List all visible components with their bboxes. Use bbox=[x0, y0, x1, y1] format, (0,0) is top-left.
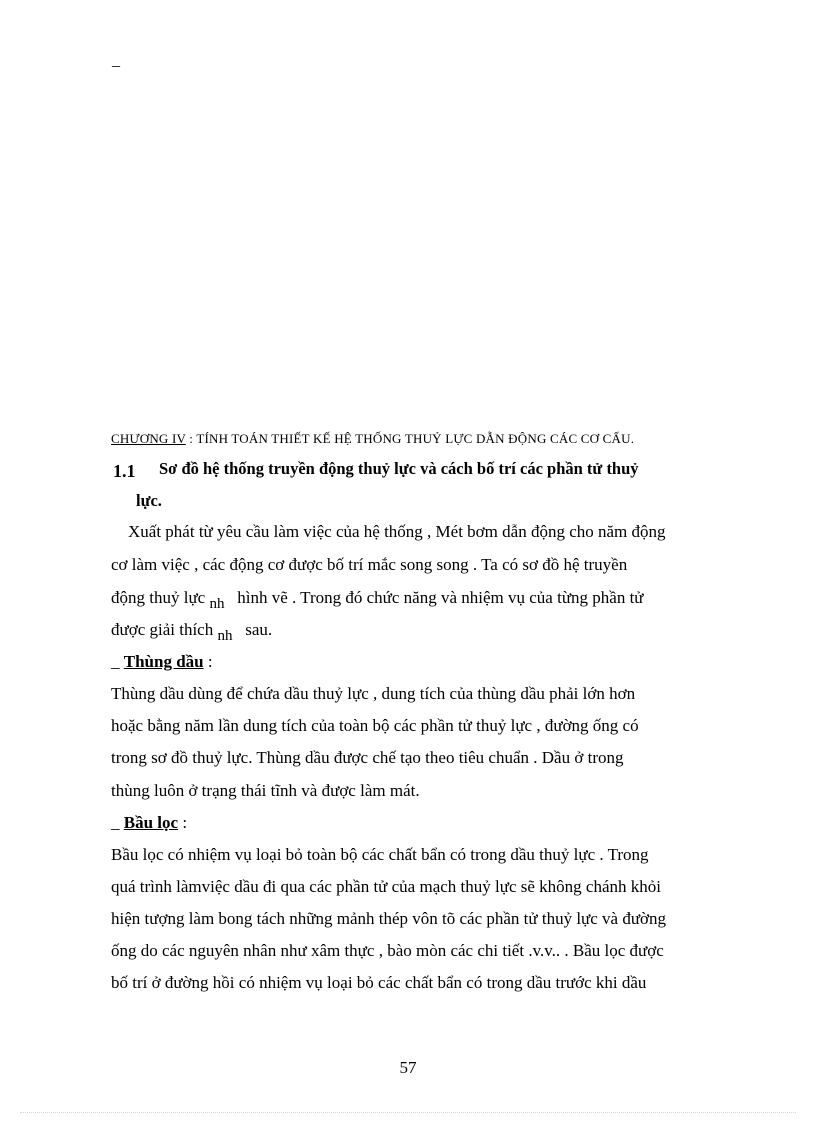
intro-line-3-text-b: hình vẽ . Trong đó chức năng và nhiệm vụ của từng phần tử bbox=[237, 588, 644, 607]
chapter-title: : TÍNH TOÁN THIẾT KẾ HỆ THỐNG THUỶ LỰC DẪN ĐỘNG CÁC CƠ CẤU. bbox=[189, 431, 635, 446]
filter-line-2: quá trình làmviệc dầu đi qua các phần tử của mạch thuỷ lực sẽ không chánh khỏi bbox=[111, 877, 661, 896]
filter-heading-suffix: : bbox=[182, 813, 188, 832]
filter-heading-title: Bầu lọc bbox=[123, 813, 179, 832]
filter-line-3: hiện tượng làm bong tách những mảnh thép vôn tõ các phần tử thuỷ lực và đường bbox=[111, 909, 667, 928]
filter-heading bbox=[111, 813, 187, 833]
tank-heading-suffix: : bbox=[207, 652, 213, 671]
filter-line-4: ống do các nguyên nhân như xâm thực , bào mòn các chi tiết .v.v.. . Bầu lọc được bbox=[111, 941, 664, 960]
section-title-line-2: lực. bbox=[136, 491, 162, 510]
intro-line-4-text-b: sau. bbox=[245, 620, 273, 639]
tank-line-1: Thùng dầu dùng để chứa dầu thuỷ lực , dung tích của thùng dầu phải lớn hơn bbox=[111, 684, 636, 703]
tank-heading bbox=[111, 652, 213, 672]
tank-line-4: thùng luôn ở trạng thái tĩnh và được làm mát. bbox=[111, 781, 420, 800]
intro-line-3 bbox=[111, 588, 644, 612]
section-title-line-1: Sơ đồ hệ thống truyền động thuỷ lực và cách bố trí các phần tử thuỷ bbox=[159, 459, 639, 478]
tank-heading-prefix: _ bbox=[111, 652, 120, 671]
intro-line-2: cơ làm việc , các động cơ được bố trí mắc song song . Ta có sơ đồ hệ truyền bbox=[111, 555, 628, 574]
chapter-label: CHƯƠNG IV bbox=[111, 431, 186, 446]
chapter-heading bbox=[111, 431, 634, 447]
top-dash-mark: _ bbox=[112, 52, 120, 69]
intro-line-4-text-a: được giải thích bbox=[111, 620, 214, 639]
tank-line-3: trong sơ đồ thuỷ lực. Thùng dầu được chế tạo theo tiêu chuẩn . Dầu ở trong bbox=[111, 748, 624, 767]
intro-line-4-subscript: nh bbox=[217, 628, 233, 644]
intro-line-1: Xuất phát từ yêu cầu làm việc của hệ thống , Mét bơm dẫn động cho năm động bbox=[128, 522, 666, 541]
intro-line-3-subscript: nh bbox=[209, 596, 225, 612]
filter-heading-prefix: _ bbox=[111, 813, 120, 832]
page-bottom-border bbox=[20, 1112, 796, 1113]
intro-line-3-text-a: động thuỷ lực bbox=[111, 588, 206, 607]
page-number: 57 bbox=[399, 1058, 417, 1077]
filter-line-1: Bầu lọc có nhiệm vụ loại bỏ toàn bộ các chất bẩn có trong dầu thuỷ lực . Trong bbox=[111, 845, 649, 864]
section-number: 1.1 bbox=[113, 461, 136, 481]
tank-heading-title: Thùng dầu bbox=[123, 652, 204, 671]
tank-line-2: hoặc bằng năm lần dung tích của toàn bộ các phần tử thuỷ lực , đường ống có bbox=[111, 716, 639, 735]
filter-line-5: bố trí ở đường hồi có nhiệm vụ loại bỏ các chất bẩn có trong dầu trước khi dầu bbox=[111, 973, 647, 992]
intro-line-4 bbox=[111, 620, 273, 644]
